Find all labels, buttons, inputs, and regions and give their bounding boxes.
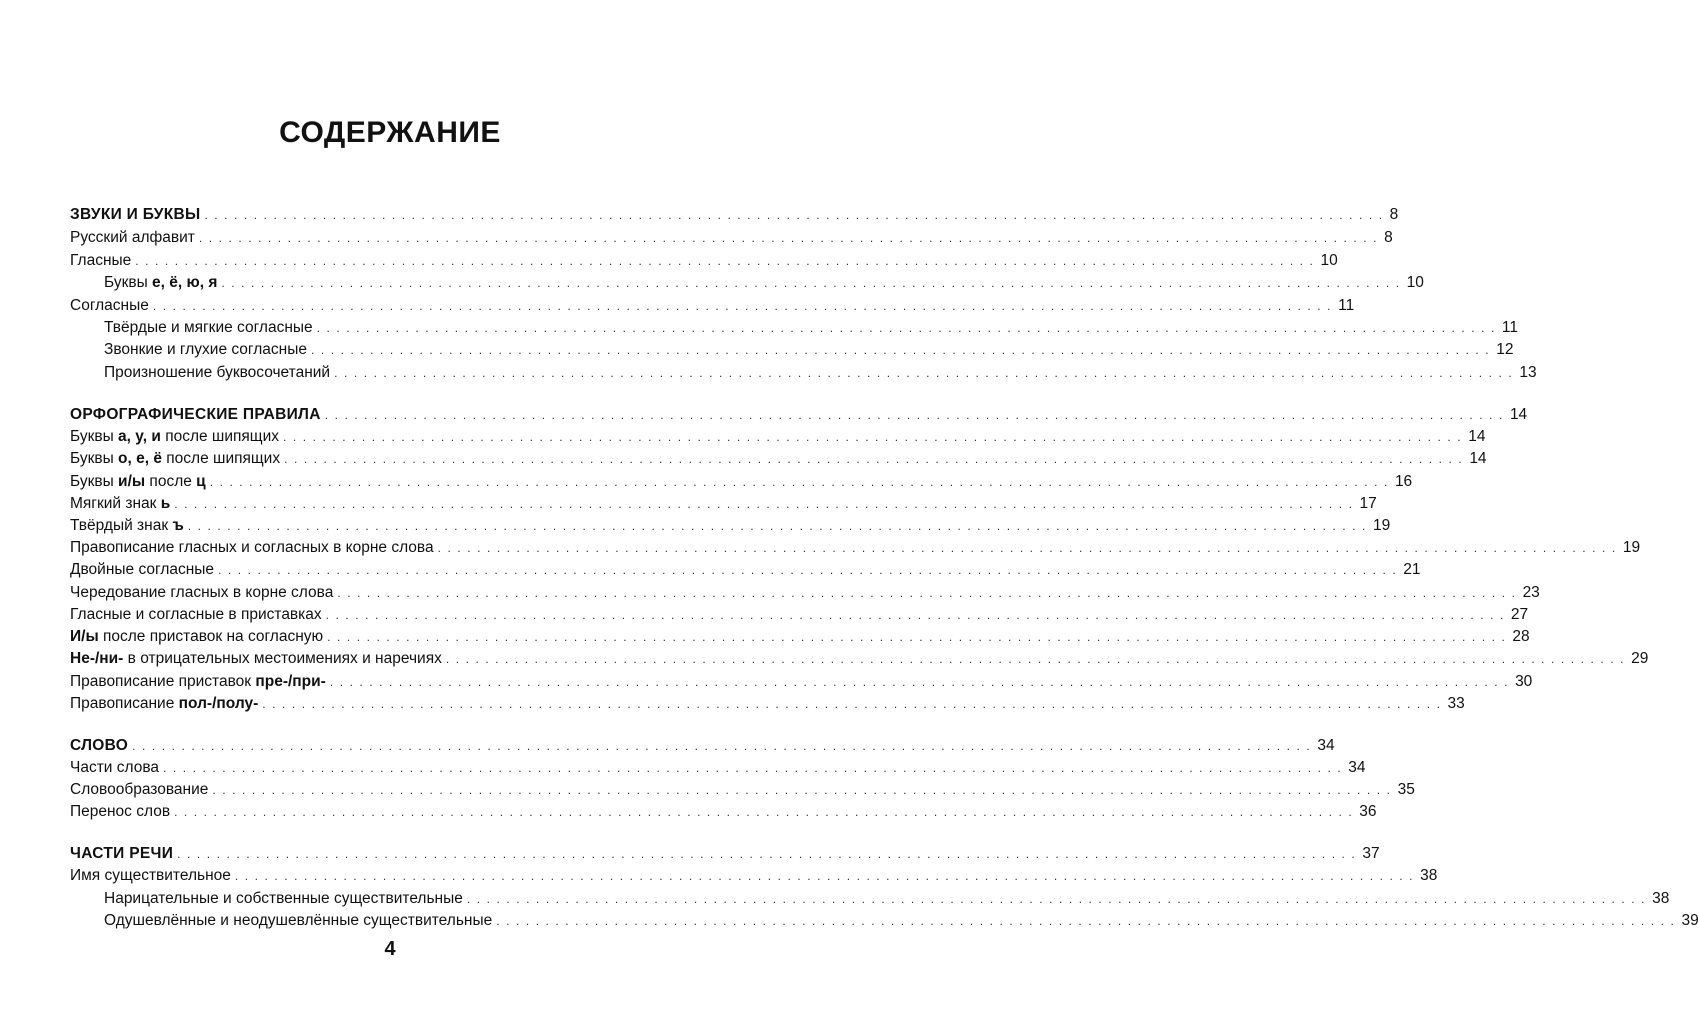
toc-entry-page: 34 <box>1348 759 1366 776</box>
toc-leader-dots: . . . . . . . . . . . . . . . . . . . . . . . . . . . . . . . . . . . . . . . . . . . . . . . . . . . . . . . . . . . . . . . . . . . . . . . . . . . . . . . . . . . . . . . . . . . . . . . . . . . . . . . . . . . . . . . . . . . . . . . . <box>282 430 1463 444</box>
toc-entry <box>70 249 1338 273</box>
toc-leader-dots: . . . . . . . . . . . . . . . . . . . . . . . . . . . . . . . . . . . . . . . . . . . . . . . . . . . . . . . . . . . . . . . . . . . . . . . . . . . . . . . . . . . . . . . . . . . . . . . . . . . . . . . . . . . . . . . . . . . . . . . . <box>445 652 1626 666</box>
toc-entry <box>70 514 1391 538</box>
toc-entry-text: Гласные и согласные в приставках <box>70 606 322 623</box>
toc-leader-dots: . . . . . . . . . . . . . . . . . . . . . . . . . . . . . . . . . . . . . . . . . . . . . . . . . . . . . . . . . . . . . . . . . . . . . . . . . . . . . . . . . . . . . . . . . . . . . . . . . . . . . . . . . . . . . . . . . . . . . . . . <box>334 366 1514 380</box>
toc-entry-text: Чередование гласных в корне слова <box>70 584 334 601</box>
toc-leader-dots: . . . . . . . . . . . . . . . . . . . . . . . . . . . . . . . . . . . . . . . . . . . . . . . . . . . . . . . . . . . . . . . . . . . . . . . . . . . . . . . . . . . . . . . . . . . . . . . . . . . . . . . . . . . . . . . . . . . . . . . . <box>329 675 1510 689</box>
toc-entry-page: 14 <box>1509 406 1528 423</box>
toc-entry-text: после приставок на согласную <box>98 628 324 645</box>
toc-entry-text: Гласные <box>70 252 132 269</box>
toc-entry-text: Правописание <box>70 695 179 712</box>
toc-entry-text: Мягкий знак <box>70 495 161 512</box>
toc-entry-page: 28 <box>1512 628 1530 645</box>
toc-entry <box>70 625 1530 649</box>
toc-entry <box>70 647 1649 671</box>
toc-entry <box>70 864 1438 888</box>
toc-entry-text: Буквы <box>70 473 119 490</box>
toc-entry-page: 29 <box>1631 650 1649 667</box>
toc-entry-label <box>70 647 442 671</box>
toc-entry-page: 23 <box>1522 584 1540 601</box>
toc-entry-text: Правописание приставок <box>70 673 256 690</box>
toc-entry-label <box>70 514 184 538</box>
toc-entry-label <box>70 842 173 866</box>
toc-entry-bold-text: ОРФОГРАФИЧЕСКИЕ ПРАВИЛА <box>70 406 321 423</box>
toc-entry-label <box>70 778 208 802</box>
toc-entry-text: Одушевлённые и неодушевлённые существительные <box>104 912 493 929</box>
toc-entry-bold-text: ц <box>196 473 206 490</box>
toc-entry-text: в отрицательных местоимениях и наречиях <box>123 650 442 667</box>
toc-entry-text: Имя существительное <box>70 867 231 884</box>
toc-leader-dots: . . . . . . . . . . . . . . . . . . . . . . . . . . . . . . . . . . . . . . . . . . . . . . . . . . . . . . . . . . . . . . . . . . . . . . . . . . . . . . . . . . . . . . . . . . . . . . . . . . . . . . . . . . . . . . . . . . . . . . . . <box>325 608 1505 622</box>
toc-entry-page: 30 <box>1515 673 1533 690</box>
toc-entry-label <box>70 470 206 494</box>
toc-entry-page: 19 <box>1372 517 1391 534</box>
toc-leader-dots: . . . . . . . . . . . . . . . . . . . . . . . . . . . . . . . . . . . . . . . . . . . . . . . . . . . . . . . . . . . . . . . . . . . . . . . . . . . . . . . . . . . . . . . . . . . . . . . . . . . . . . . . . . . . . . . . . . . . . . . . <box>152 299 1333 313</box>
toc-entry-label <box>70 670 326 694</box>
toc-entry-bold-text: о, е, ё <box>118 450 162 467</box>
toc-entry <box>70 316 1518 340</box>
toc-leader-dots: . . . . . . . . . . . . . . . . . . . . . . . . . . . . . . . . . . . . . . . . . . . . . . . . . . . . . . . . . . . . . . . . . . . . . . . . . . . . . . . . . . . . . . . . . . . . . . . . . . . . . . . . . . . . . . . . . . . . . . . . <box>316 321 1496 335</box>
toc-entry-text: Буквы <box>104 274 153 291</box>
toc-leader-dots: . . . . . . . . . . . . . . . . . . . . . . . . . . . . . . . . . . . . . . . . . . . . . . . . . . . . . . . . . . . . . . . . . . . . . . . . . . . . . . . . . . . . . . . . . . . . . . . . . . . . . . . . . . . . . . . . . . . . . . . . <box>437 541 1617 555</box>
toc-entry-label <box>70 316 313 340</box>
toc-entry-bold-text: ЗВУКИ И БУКВЫ <box>70 206 201 223</box>
toc-entry-text: после шипящих <box>161 450 281 467</box>
toc-entry <box>70 756 1366 780</box>
toc-entry-page: 38 <box>1652 890 1670 907</box>
toc-entry-text: Перенос слов <box>70 803 171 820</box>
toc-entry <box>70 603 1529 627</box>
toc-leader-dots: . . . . . . . . . . . . . . . . . . . . . . . . . . . . . . . . . . . . . . . . . . . . . . . . . . . . . . . . . . . . . . . . . . . . . . . . . . . . . . . . . . . . . . . . . . . . . . . . . . . . . . . . . . . . . . . . . . . . . . . . <box>262 697 1442 711</box>
toc-entry-page: 14 <box>1468 428 1486 445</box>
toc-entry-text: Правописание гласных и согласных в корне слова <box>70 539 434 556</box>
toc-entry-label <box>70 558 214 582</box>
toc-entry-bold-text: Не-/ни- <box>70 650 124 667</box>
toc-entry-page: 27 <box>1510 606 1529 623</box>
toc-entry <box>70 361 1537 385</box>
toc-entry-page: 10 <box>1320 252 1338 269</box>
toc-entry <box>70 294 1355 318</box>
toc-entry-label <box>70 361 330 385</box>
toc-leader-dots: . . . . . . . . . . . . . . . . . . . . . . . . . . . . . . . . . . . . . . . . . . . . . . . . . . . . . . . . . . . . . . . . . . . . . . . . . . . . . . . . . . . . . . . . . . . . . . . . . . . . . . . . . . . . . . . . . . . . . . . . <box>284 452 1464 466</box>
toc-entry <box>70 226 1393 250</box>
toc-entry-text: после шипящих <box>160 428 279 445</box>
toc-entry-label <box>70 249 131 273</box>
toc-entry-bold-text: ъ <box>172 517 184 534</box>
toc-entry-page: 11 <box>1501 319 1518 336</box>
toc-entry <box>70 581 1540 605</box>
toc-entry <box>70 909 1699 933</box>
toc-entry-page: 14 <box>1469 450 1487 467</box>
toc-entry-text: Нарицательные и собственные существительные <box>104 890 463 907</box>
toc-entry-text: Двойные согласные <box>70 561 215 578</box>
toc-section-heading <box>70 734 1335 758</box>
toc-entry-text: Твёрдый знак <box>70 517 173 534</box>
toc-entry-text: Буквы <box>70 428 119 445</box>
toc-entry-label <box>70 403 321 427</box>
toc-entry <box>70 492 1377 516</box>
toc-entry-label <box>70 625 323 649</box>
toc-section-heading <box>70 842 1380 866</box>
toc-entry-label <box>70 226 195 250</box>
toc-entry-bold-text: ЧАСТИ РЕЧИ <box>70 845 174 862</box>
toc-entry-text: Буквы <box>70 450 119 467</box>
toc-leader-dots: . . . . . . . . . . . . . . . . . . . . . . . . . . . . . . . . . . . . . . . . . . . . . . . . . . . . . . . . . . . . . . . . . . . . . . . . . . . . . . . . . . . . . . . . . . . . . . . . . . . . . . . . . . . . . . . . . . . . . . . . <box>135 254 1315 268</box>
toc-entry-label <box>70 909 492 933</box>
toc-entry-label <box>70 447 280 471</box>
toc-leader-dots: . . . . . . . . . . . . . . . . . . . . . . . . . . . . . . . . . . . . . . . . . . . . . . . . . . . . . . . . . . . . . . . . . . . . . . . . . . . . . . . . . . . . . . . . . . . . . . . . . . . . . . . . . . . . . . . . . . . . . . . . <box>163 761 1343 775</box>
toc-entry-label <box>70 603 322 627</box>
toc-entry-label <box>70 271 217 295</box>
toc-entry-label <box>70 887 463 911</box>
toc-entry-text: Словообразование <box>70 781 209 798</box>
toc-entry-page: 10 <box>1406 274 1424 291</box>
toc-entry-label <box>70 492 170 516</box>
toc-entry <box>70 778 1415 802</box>
toc-entry <box>70 425 1486 449</box>
toc-entry-bold-text: пол-/полу- <box>178 695 259 712</box>
toc-leader-dots: . . . . . . . . . . . . . . . . . . . . . . . . . . . . . . . . . . . . . . . . . . . . . . . . . . . . . . . . . . . . . . . . . . . . . . . . . . . . . . . . . . . . . . . . . . . . . . . . . . . . . . . . . . . . . . . . . . . . . . . . <box>496 914 1676 928</box>
toc-entry <box>70 670 1533 694</box>
toc-entry <box>70 338 1514 362</box>
toc-leader-dots: . . . . . . . . . . . . . . . . . . . . . . . . . . . . . . . . . . . . . . . . . . . . . . . . . . . . . . . . . . . . . . . . . . . . . . . . . . . . . . . . . . . . . . . . . . . . . . . . . . . . . . . . . . . . . . . . . . . . . . . . <box>327 630 1507 644</box>
toc-entry-bold-text: а, у, и <box>118 428 161 445</box>
toc-entry-label <box>70 864 231 888</box>
toc-leader-dots: . . . . . . . . . . . . . . . . . . . . . . . . . . . . . . . . . . . . . . . . . . . . . . . . . . . . . . . . . . . . . . . . . . . . . . . . . . . . . . . . . . . . . . . . . . . . . . . . . . . . . . . . . . . . . . . . . . . . . . . . <box>212 783 1392 797</box>
toc-entry-page: 13 <box>1519 364 1537 381</box>
toc-entry-text: Твёрдые и мягкие согласные <box>104 319 313 336</box>
toc-entry-label <box>70 425 279 449</box>
toc-section-heading <box>70 203 1399 227</box>
toc-entry-page: 11 <box>1338 297 1355 314</box>
toc-entry-page: 33 <box>1447 695 1465 712</box>
toc-entry <box>70 470 1413 494</box>
toc-entry-label <box>70 203 200 227</box>
toc-leader-dots: . . . . . . . . . . . . . . . . . . . . . . . . . . . . . . . . . . . . . . . . . . . . . . . . . . . . . . . . . . . . . . . . . . . . . . . . . . . . . . . . . . . . . . . . . . . . . . . . . . . . . . . . . . . . . . . . . . . . . . . . <box>198 231 1379 245</box>
toc-leader-dots: . . . . . . . . . . . . . . . . . . . . . . . . . . . . . . . . . . . . . . . . . . . . . . . . . . . . . . . . . . . . . . . . . . . . . . . . . . . . . . . . . . . . . . . . . . . . . . . . . . . . . . . . . . . . . . . . . . . . . . . . <box>204 208 1384 222</box>
toc-entry-bold-text: И/ы <box>70 628 99 645</box>
toc-leader-dots: . . . . . . . . . . . . . . . . . . . . . . . . . . . . . . . . . . . . . . . . . . . . . . . . . . . . . . . . . . . . . . . . . . . . . . . . . . . . . . . . . . . . . . . . . . . . . . . . . . . . . . . . . . . . . . . . . . . . . . . . <box>132 739 1312 753</box>
toc-entry <box>70 800 1377 824</box>
toc-leader-dots: . . . . . . . . . . . . . . . . . . . . . . . . . . . . . . . . . . . . . . . . . . . . . . . . . . . . . . . . . . . . . . . . . . . . . . . . . . . . . . . . . . . . . . . . . . . . . . . . . . . . . . . . . . . . . . . . . . . . . . . . <box>221 276 1401 290</box>
toc-entry-page: 35 <box>1397 781 1415 798</box>
toc-entry-page: 36 <box>1359 803 1377 820</box>
toc-leader-dots: . . . . . . . . . . . . . . . . . . . . . . . . . . . . . . . . . . . . . . . . . . . . . . . . . . . . . . . . . . . . . . . . . . . . . . . . . . . . . . . . . . . . . . . . . . . . . . . . . . . . . . . . . . . . . . . . . . . . . . . . <box>187 519 1367 533</box>
toc-entry-bold-text: пре-/при- <box>255 673 326 690</box>
toc-entry-label <box>70 536 434 560</box>
toc-entry-text: Части слова <box>70 759 160 776</box>
toc-entry-page: 16 <box>1394 473 1413 490</box>
toc-entry <box>70 536 1641 560</box>
toc-entry-page: 8 <box>1389 206 1399 223</box>
toc-leader-dots: . . . . . . . . . . . . . . . . . . . . . . . . . . . . . . . . . . . . . . . . . . . . . . . . . . . . . . . . . . . . . . . . . . . . . . . . . . . . . . . . . . . . . . . . . . . . . . . . . . . . . . . . . . . . . . . . . . . . . . . . <box>174 805 1354 819</box>
toc-entry-page: 38 <box>1420 867 1438 884</box>
toc-entry-text: Согласные <box>70 297 149 314</box>
toc-entry-text: Звонкие и глухие согласные <box>104 341 307 358</box>
toc-leader-dots: . . . . . . . . . . . . . . . . . . . . . . . . . . . . . . . . . . . . . . . . . . . . . . . . . . . . . . . . . . . . . . . . . . . . . . . . . . . . . . . . . . . . . . . . . . . . . . . . . . . . . . . . . . . . . . . . . . . . . . . . <box>337 586 1517 600</box>
toc-entry-text: Русский алфавит <box>70 229 195 246</box>
toc-entry-label <box>70 800 170 824</box>
toc-entry-page: 37 <box>1362 845 1380 862</box>
toc-entry <box>70 271 1424 295</box>
toc-leader-dots: . . . . . . . . . . . . . . . . . . . . . . . . . . . . . . . . . . . . . . . . . . . . . . . . . . . . . . . . . . . . . . . . . . . . . . . . . . . . . . . . . . . . . . . . . . . . . . . . . . . . . . . . . . . . . . . . . . . . . . . . <box>310 343 1491 357</box>
toc-entry-bold-text: и/ы <box>118 473 146 490</box>
toc-entry-page: 12 <box>1496 341 1514 358</box>
toc-entry <box>70 887 1670 911</box>
toc-leader-dots: . . . . . . . . . . . . . . . . . . . . . . . . . . . . . . . . . . . . . . . . . . . . . . . . . . . . . . . . . . . . . . . . . . . . . . . . . . . . . . . . . . . . . . . . . . . . . . . . . . . . . . . . . . . . . . . . . . . . . . . . <box>324 408 1504 422</box>
toc-leader-dots: . . . . . . . . . . . . . . . . . . . . . . . . . . . . . . . . . . . . . . . . . . . . . . . . . . . . . . . . . . . . . . . . . . . . . . . . . . . . . . . . . . . . . . . . . . . . . . . . . . . . . . . . . . . . . . . . . . . . . . . . <box>234 869 1415 883</box>
toc-entry-bold-text: ь <box>160 495 171 512</box>
toc-entry-page: 39 <box>1681 912 1699 929</box>
toc-entry-label <box>70 692 258 716</box>
toc-leader-dots: . . . . . . . . . . . . . . . . . . . . . . . . . . . . . . . . . . . . . . . . . . . . . . . . . . . . . . . . . . . . . . . . . . . . . . . . . . . . . . . . . . . . . . . . . . . . . . . . . . . . . . . . . . . . . . . . . . . . . . . . <box>466 892 1647 906</box>
toc-entry-label <box>70 581 333 605</box>
toc-entry-bold-text: е, ё, ю, я <box>152 274 218 291</box>
toc-entry-text: Произношение буквосочетаний <box>104 364 331 381</box>
toc-leader-dots: . . . . . . . . . . . . . . . . . . . . . . . . . . . . . . . . . . . . . . . . . . . . . . . . . . . . . . . . . . . . . . . . . . . . . . . . . . . . . . . . . . . . . . . . . . . . . . . . . . . . . . . . . . . . . . . . . . . . . . . . <box>177 847 1357 861</box>
toc-entry <box>70 692 1465 716</box>
page-number: 4 <box>384 938 396 960</box>
toc-entry-page: 19 <box>1622 539 1641 556</box>
toc-entry-label <box>70 734 128 758</box>
toc-entry-label <box>70 294 149 318</box>
toc-entry <box>70 447 1487 471</box>
toc-entry <box>70 558 1421 582</box>
toc-leader-dots: . . . . . . . . . . . . . . . . . . . . . . . . . . . . . . . . . . . . . . . . . . . . . . . . . . . . . . . . . . . . . . . . . . . . . . . . . . . . . . . . . . . . . . . . . . . . . . . . . . . . . . . . . . . . . . . . . . . . . . . . <box>209 475 1389 489</box>
toc-leader-dots: . . . . . . . . . . . . . . . . . . . . . . . . . . . . . . . . . . . . . . . . . . . . . . . . . . . . . . . . . . . . . . . . . . . . . . . . . . . . . . . . . . . . . . . . . . . . . . . . . . . . . . . . . . . . . . . . . . . . . . . . <box>174 497 1354 511</box>
toc-entry-label <box>70 756 159 780</box>
toc-section-heading <box>70 403 1528 427</box>
toc-entry-page: 8 <box>1384 229 1393 246</box>
toc-leader-dots: . . . . . . . . . . . . . . . . . . . . . . . . . . . . . . . . . . . . . . . . . . . . . . . . . . . . . . . . . . . . . . . . . . . . . . . . . . . . . . . . . . . . . . . . . . . . . . . . . . . . . . . . . . . . . . . . . . . . . . . . <box>218 563 1398 577</box>
toc-entry-page: 17 <box>1359 495 1377 512</box>
toc-entry-bold-text: СЛОВО <box>70 737 129 754</box>
page-title: СОДЕРЖАНИЕ <box>279 116 501 149</box>
toc-entry-page: 34 <box>1317 737 1335 754</box>
toc-entry-text: после <box>145 473 197 490</box>
toc-entry-page: 21 <box>1403 561 1421 578</box>
toc-entry-label <box>70 338 307 362</box>
